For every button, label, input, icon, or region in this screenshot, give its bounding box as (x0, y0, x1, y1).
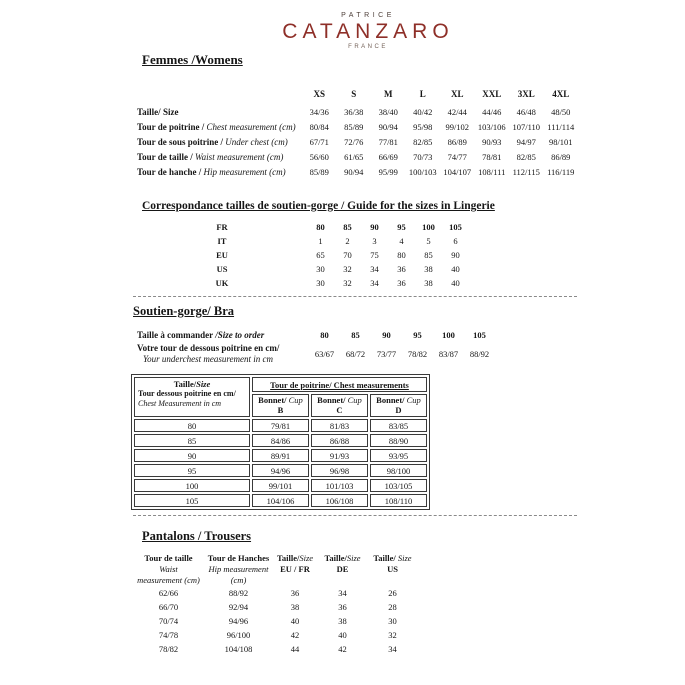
table-cell: 40 (338, 630, 347, 640)
dashed-divider (133, 296, 577, 297)
table-cell: 100/103 (408, 166, 437, 177)
table-row (137, 248, 469, 262)
table-cell: 96/100 (226, 630, 251, 640)
table-cell: 63/67 (314, 348, 335, 359)
table-cell: 36 (397, 278, 406, 288)
col-title: Taille/ (276, 553, 300, 563)
table-row (130, 600, 420, 614)
table-row (137, 262, 469, 276)
table-cell: 66/69 (378, 151, 398, 162)
table-row (137, 327, 495, 343)
table-cell: 90/93 (482, 136, 502, 147)
table-cell: 80/84 (309, 121, 329, 132)
table-cell: 105 (449, 222, 462, 232)
table-cell: 96/98 (311, 464, 368, 477)
table-cell: FR (216, 222, 228, 232)
size-header-row (137, 79, 578, 104)
table-row (130, 586, 420, 600)
table-cell: 36 (397, 264, 406, 274)
cup-en: Cup (404, 395, 421, 405)
table-cell: 80 (316, 222, 325, 232)
table-cell: 42 (338, 644, 347, 654)
table-cell: 34 (338, 588, 347, 598)
table-cell: 46/48 (516, 106, 536, 117)
table-cell: 95 (413, 330, 422, 340)
row-label-waist (137, 149, 302, 164)
cup-header-d (370, 394, 427, 417)
table-cell: 88/92 (469, 348, 490, 359)
table-cell: 86/89 (551, 151, 571, 162)
table-cell: 48/50 (551, 106, 571, 117)
row-label-en: Under chest (cm) (223, 136, 288, 147)
cup-fr: Bonnet/ (317, 395, 346, 405)
table-cell: 93/95 (370, 449, 427, 462)
size-header-xxl: XXL (482, 89, 502, 99)
table-cell: 26 (388, 588, 397, 598)
table-cell: 32 (343, 278, 352, 288)
table-cell: 70/73 (413, 151, 433, 162)
row-label-en: Hip measurement (cm) (201, 166, 286, 177)
row-label-size (137, 104, 302, 119)
lingerie-guide-heading: Correspondance tailles de soutien-gorge / Guide for the sizes in Lingerie (142, 200, 495, 212)
table-cell: 98/100 (370, 464, 427, 477)
table-cell: 70/74 (158, 616, 179, 626)
table-cell: 5 (426, 236, 431, 246)
table-cell: 104/107 (443, 166, 472, 177)
col-title: Tour de taille (144, 553, 193, 563)
table-cell: 70 (343, 250, 352, 260)
table-cell: 61/65 (344, 151, 364, 162)
table-cell: 44 (290, 644, 300, 654)
col-title-en: Size (346, 553, 361, 563)
trousers-col-waist (130, 553, 207, 586)
row-label-fr: Tour de poitrine / (137, 121, 205, 132)
table-cell: 36 (290, 588, 300, 598)
table-cell: 83/85 (370, 419, 427, 432)
size-header-l: L (419, 89, 426, 99)
table-cell: 56/60 (309, 151, 329, 162)
table-cell: 42/44 (447, 106, 467, 117)
table-cell: 82/85 (413, 136, 433, 147)
table-cell: 103/105 (370, 479, 427, 492)
table-row (130, 628, 420, 642)
table-cell: 85 (343, 222, 352, 232)
table-cell: 85 (134, 434, 250, 447)
table-cell: 1 (318, 236, 323, 246)
table-cell: 4 (399, 236, 404, 246)
col-sub: US (387, 564, 398, 574)
table-cell: 104/106 (252, 494, 309, 507)
table-cell: 95 (397, 222, 406, 232)
empty-corner (137, 79, 302, 104)
table-cell: 100 (134, 479, 250, 492)
table-cell: 30 (388, 616, 397, 626)
row-label-chest (137, 119, 302, 134)
table-cell: 100 (442, 330, 455, 340)
table-cell: 103/106 (477, 121, 506, 132)
table-cell: 3 (372, 236, 377, 246)
table-row (134, 494, 427, 507)
table-row (137, 164, 578, 179)
col-title-en: Size (299, 553, 314, 563)
table-cell: 88/92 (228, 588, 249, 598)
size-header-4xl: 4XL (552, 89, 570, 99)
table-row (137, 119, 578, 134)
cup-header-c (311, 394, 368, 417)
table-cell: 67/71 (309, 136, 329, 147)
cup-table-span-header (252, 377, 427, 392)
cup-letter: C (336, 404, 343, 415)
row-label-fr: Tour de hanche / (137, 166, 202, 177)
table-row (137, 234, 469, 248)
table-cell: 40 (451, 278, 460, 288)
brand-logo (137, 12, 599, 51)
row-label-en: Chest measurement (cm) (204, 121, 296, 132)
table-cell: 38 (338, 616, 347, 626)
table-cell: 74/78 (158, 630, 179, 640)
row-label-order (137, 327, 309, 343)
table-cell: US (216, 264, 228, 274)
table-cell: 28 (388, 602, 397, 612)
table-cell: EU (216, 250, 228, 260)
table-cell: 78/82 (407, 348, 428, 359)
size-header-xs: XS (313, 89, 325, 99)
table-cell: 81/83 (311, 419, 368, 432)
table-cell: 36 (338, 602, 347, 612)
table-cell: 90 (382, 330, 391, 340)
table-row (137, 343, 495, 364)
col-title: Taille/ (324, 553, 347, 563)
table-cell: 95 (134, 464, 250, 477)
table-cell: 30 (316, 278, 325, 288)
dashed-divider (133, 515, 577, 516)
table-cell: 83/87 (438, 348, 459, 359)
table-cell: 34 (370, 278, 379, 288)
cup-header-b (252, 394, 309, 417)
table-cell: 79/81 (252, 419, 309, 432)
table-cell: 85 (351, 330, 360, 340)
trousers-col-eufr (270, 553, 320, 586)
table-cell: 34 (370, 264, 379, 274)
brand-logo-patrice: PATRICE (341, 12, 395, 19)
table-row (130, 614, 420, 628)
table-cell: 94/96 (228, 616, 249, 626)
cup-letter: D (395, 404, 402, 415)
row-label-underchest (137, 134, 302, 149)
table-cell: 80 (134, 419, 250, 432)
table-row (137, 276, 469, 290)
table-row (134, 434, 427, 447)
table-cell: 99/102 (445, 121, 470, 132)
row-label-fr: Tour de sous poitrine / (137, 136, 224, 147)
row-label-fr: Votre tour de dessous poitrine en cm/ (137, 343, 280, 353)
table-cell: 62/66 (158, 588, 179, 598)
table-cell: 84/86 (252, 434, 309, 447)
table-cell: 89/91 (252, 449, 309, 462)
table-cell: 92/94 (228, 602, 249, 612)
col-sub: Waist (159, 564, 178, 574)
table-cell: 72/76 (344, 136, 364, 147)
bra-order-table (137, 327, 495, 364)
table-cell: 86/88 (311, 434, 368, 447)
table-cell: 34 (388, 644, 397, 654)
table-cell: 68/72 (345, 348, 366, 359)
trousers-col-us (365, 553, 420, 586)
table-row (130, 642, 420, 656)
table-cell: 80 (397, 250, 406, 260)
col-sub: EU / FR (280, 564, 310, 574)
table-cell: 100 (422, 222, 435, 232)
corner-subtitle-en: Chest Measurement in cm (138, 398, 222, 408)
col-sub: DE (336, 564, 349, 574)
table-cell: 101/103 (311, 479, 368, 492)
table-cell: 42 (290, 630, 300, 640)
row-label-fr: Taille à commander (137, 330, 216, 340)
span-header-text: Tour de poitrine/ Chest measurements (270, 379, 409, 390)
table-row (134, 449, 427, 462)
table-cell: 90 (370, 222, 379, 232)
table-cell: 30 (316, 264, 325, 274)
table-row (137, 134, 578, 149)
row-label-fr: Tour de taille / (137, 151, 193, 162)
table-cell: 36/38 (344, 106, 364, 117)
table-cell: 88/90 (370, 434, 427, 447)
table-cell: 90 (451, 250, 460, 260)
row-label-fr: Taille/ (137, 106, 161, 117)
table-cell: 32 (343, 264, 352, 274)
cup-table-corner (134, 377, 250, 417)
table-cell: 38 (290, 602, 300, 612)
table-cell: 106/108 (311, 494, 368, 507)
col-sub: Hip measurement (208, 564, 269, 574)
table-cell: 32 (388, 630, 397, 640)
table-cell: 116/119 (547, 166, 575, 177)
table-cell: 95/99 (378, 166, 398, 177)
bra-cup-table (131, 374, 430, 510)
table-cell: 78/82 (158, 644, 179, 654)
table-cell: 73/77 (376, 348, 397, 359)
table-cell: UK (215, 278, 229, 288)
table-row (134, 479, 427, 492)
cup-table-header-row (134, 377, 427, 392)
table-cell: 38/40 (378, 106, 398, 117)
table-cell: 44/46 (482, 106, 502, 117)
table-cell: 40 (451, 264, 460, 274)
table-cell: 90/94 (344, 166, 364, 177)
bra-heading: Soutien-gorge/ Bra (133, 304, 235, 318)
col-title: Tour de Hanches (207, 553, 270, 563)
col-title-en: Size (397, 553, 412, 563)
size-header-3xl: 3XL (517, 89, 535, 99)
table-row (134, 419, 427, 432)
trousers-header-row (130, 553, 420, 586)
col-title: Taille/ (373, 553, 398, 563)
trousers-table (130, 553, 420, 656)
corner-title-en: Size (196, 379, 211, 389)
cup-letter: B (277, 404, 284, 415)
corner-title-fr: Taille/ (173, 379, 197, 389)
lingerie-size-table (137, 220, 469, 290)
table-cell: 6 (453, 236, 458, 246)
table-cell: 85 (424, 250, 433, 260)
table-cell: 104/108 (224, 644, 253, 654)
table-cell: 80 (320, 330, 329, 340)
table-row (137, 104, 578, 119)
table-cell: 91/93 (311, 449, 368, 462)
corner-subtitle-fr: Tour dessous poitrine en cm/ (138, 389, 236, 398)
row-label-hip (137, 164, 302, 179)
table-cell: 86/89 (447, 136, 467, 147)
table-cell: 40/42 (413, 106, 433, 117)
table-cell: 108/111 (478, 166, 506, 177)
table-row (137, 220, 469, 234)
table-cell: 90 (134, 449, 250, 462)
row-label-underchest-cm (137, 343, 309, 364)
table-cell: 78/81 (482, 151, 502, 162)
table-cell: 65 (316, 250, 325, 260)
row-label-en: Waist measurement (cm) (192, 151, 284, 162)
cup-en: Cup (345, 395, 362, 405)
table-cell: 95/98 (413, 121, 433, 132)
brand-logo-catanzaro: CATANZARO (282, 20, 454, 43)
table-cell: 107/110 (512, 121, 541, 132)
corner-title (138, 379, 246, 389)
cup-fr: Bonnet/ (376, 395, 405, 405)
table-cell: 66/70 (158, 602, 179, 612)
table-row (137, 149, 578, 164)
table-cell: 112/115 (512, 166, 540, 177)
table-cell: 38 (424, 278, 433, 288)
size-header-xl: XL (450, 89, 464, 99)
row-label-en: Your underchest measurement in cm (143, 353, 273, 364)
trousers-col-de (320, 553, 365, 586)
col-sub: (cm) (230, 575, 247, 585)
size-header-m: M (384, 89, 393, 99)
table-cell: 85/89 (309, 166, 329, 177)
size-header-s: S (351, 89, 357, 99)
col-sub: measurement (cm) (137, 575, 200, 585)
table-cell: 40 (290, 616, 300, 626)
brand-logo-france: FRANCE (348, 44, 388, 50)
table-cell: 2 (345, 236, 350, 246)
trousers-col-hip (207, 553, 270, 586)
table-cell: 99/101 (252, 479, 309, 492)
table-cell: 105 (134, 494, 250, 507)
trousers-heading: Pantalons / Trousers (142, 529, 252, 543)
table-cell: 75 (370, 250, 379, 260)
table-cell: 98/101 (548, 136, 573, 147)
row-label-en: Size (160, 106, 179, 117)
table-cell: 94/96 (252, 464, 309, 477)
table-cell: IT (217, 236, 227, 246)
table-cell: 74/77 (447, 151, 467, 162)
table-cell: 34/36 (309, 106, 329, 117)
row-label-en: /Size to order (215, 330, 265, 340)
womens-heading: Femmes /Womens (142, 52, 243, 67)
table-cell: 90/94 (378, 121, 398, 132)
table-cell: 111/114 (547, 121, 575, 132)
table-cell: 108/110 (370, 494, 427, 507)
table-cell: 85/89 (344, 121, 364, 132)
womens-size-table (137, 79, 578, 179)
table-row (134, 464, 427, 477)
table-cell: 105 (473, 330, 486, 340)
table-cell: 38 (424, 264, 433, 274)
table-cell: 77/81 (378, 136, 398, 147)
table-cell: 82/85 (516, 151, 536, 162)
cup-en: Cup (286, 395, 303, 405)
cup-fr: Bonnet/ (258, 395, 287, 405)
table-cell: 94/97 (516, 136, 536, 147)
